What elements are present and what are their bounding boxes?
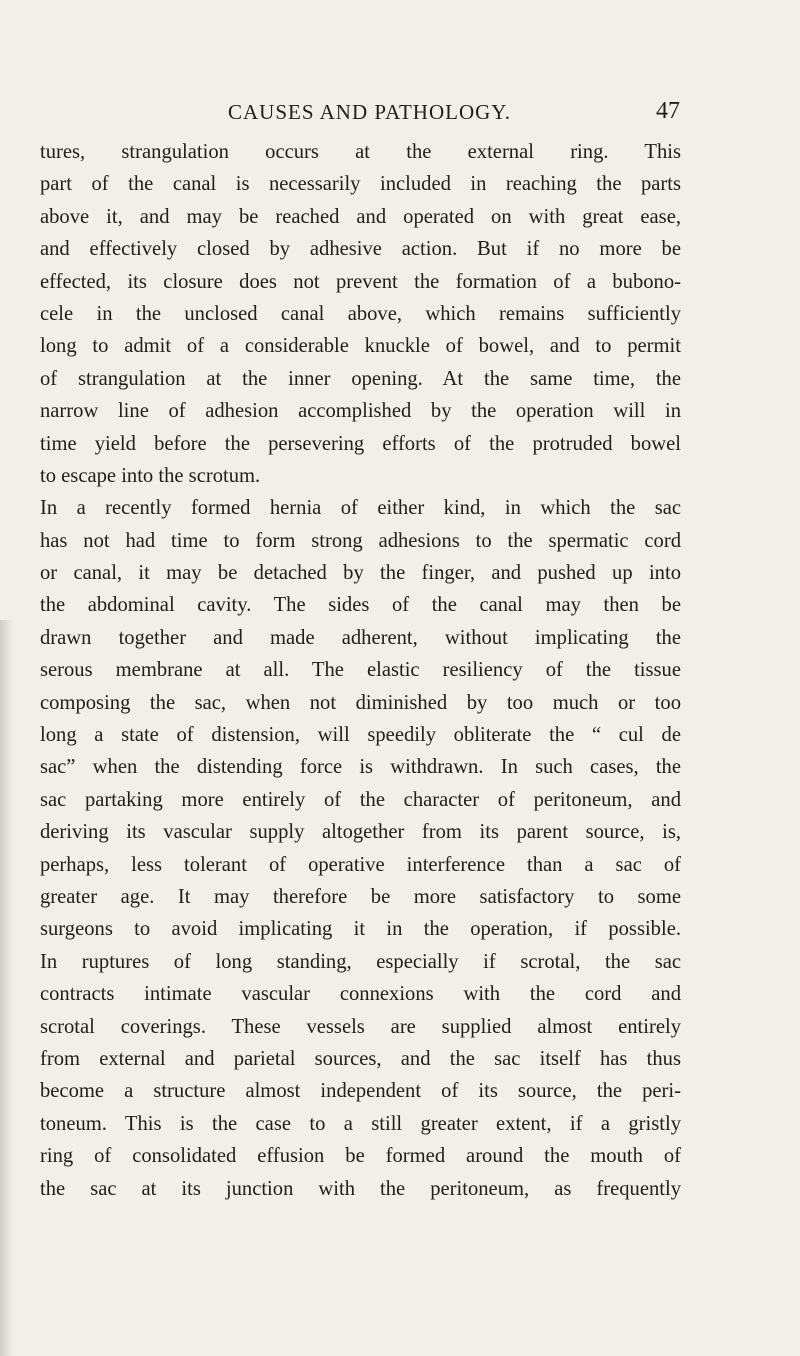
paragraph-start-line: In a recently formed hernia of either kind, in which the sac xyxy=(40,497,681,520)
text-line: has not had time to form strong adhesions to the spermatic cord xyxy=(40,529,681,552)
paragraph-start-line: In ruptures of long standing, especially if scrotal, the sac xyxy=(40,950,681,973)
text-line: above it, and may be reached and operated on with great ease, xyxy=(40,205,681,228)
text-line: drawn together and made adherent, without implicating the xyxy=(40,626,681,649)
text-line: and effectively closed by adhesive action. But if no more be xyxy=(40,238,681,261)
text-line: perhaps, less tolerant of operative interference than a sac of xyxy=(40,853,681,876)
text-line: composing the sac, when not diminished by too much or too xyxy=(40,691,681,714)
text-line: sac partaking more entirely of the character of peritoneum, and xyxy=(40,788,681,811)
page-number: 47 xyxy=(656,98,680,124)
paragraph-end-line: surgeons to avoid implicating it in the operation, if possible. xyxy=(40,918,681,941)
text-line: sac” when the distending force is withdrawn. In such cases, the xyxy=(40,756,681,779)
text-line: toneum. This is the case to a still greater extent, if a gristly xyxy=(40,1112,681,1135)
text-line: long a state of distension, will speedily obliterate the “ cul de xyxy=(40,724,681,747)
text-line: time yield before the persevering efforts of the protruded bowel xyxy=(40,432,681,455)
text-line: of strangulation at the inner opening. At the same time, the xyxy=(40,367,681,390)
text-line: long to admit of a considerable knuckle of bowel, and to permit xyxy=(40,335,681,358)
text-line: become a structure almost independent of its source, the peri- xyxy=(40,1080,681,1103)
text-line: serous membrane at all. The elastic resiliency of the tissue xyxy=(40,659,681,682)
paragraph-end-line: to escape into the scrotum. xyxy=(40,464,261,487)
text-line: or canal, it may be detached by the finger, and pushed up into xyxy=(40,562,681,585)
text-line: scrotal coverings. These vessels are supplied almost entirely xyxy=(40,1015,681,1038)
text-line: tures, strangulation occurs at the external ring. This xyxy=(40,141,681,163)
running-head: CAUSES AND PATHOLOGY. xyxy=(228,100,511,124)
text-line: the sac at its junction with the peritoneum, as frequently xyxy=(40,1177,681,1200)
text-line: part of the canal is necessarily included in reaching the parts xyxy=(40,173,681,196)
page-header xyxy=(228,100,680,130)
text-line: cele in the unclosed canal above, which remains sufficiently xyxy=(40,302,681,325)
text-line: greater age. It may therefore be more satisfactory to some xyxy=(40,885,681,908)
binding-shadow xyxy=(0,620,14,1356)
body-text xyxy=(40,136,681,1205)
text-line: effected, its closure does not prevent the formation of a bubono- xyxy=(40,270,681,293)
text-line: deriving its vascular supply altogether from its parent source, is, xyxy=(40,821,681,844)
text-line: ring of consolidated effusion be formed around the mouth of xyxy=(40,1145,681,1168)
text-line: contracts intimate vascular connexions with the cord and xyxy=(40,983,681,1006)
text-line: from external and parietal sources, and the sac itself has thus xyxy=(40,1047,681,1070)
text-line: the abdominal cavity. The sides of the canal may then be xyxy=(40,594,681,617)
text-line: narrow line of adhesion accomplished by the operation will in xyxy=(40,400,681,423)
